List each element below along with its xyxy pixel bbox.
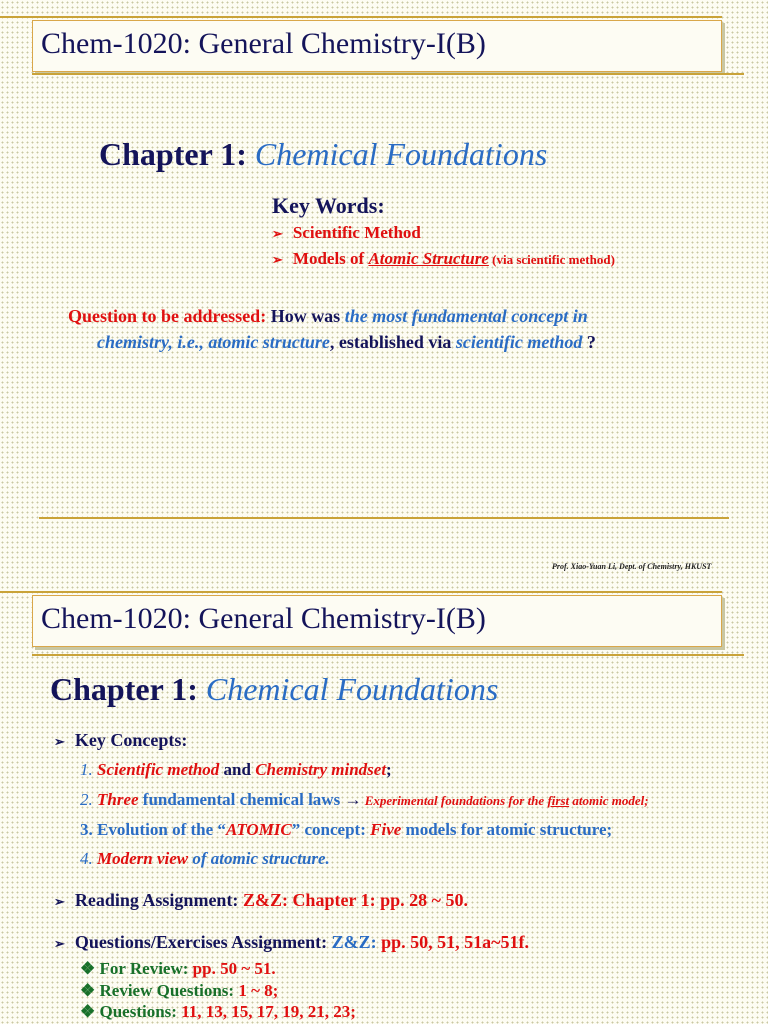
- questions-assignment: ➢ Questions/Exercises Assignment: Z&Z: pp. 50, 51, 51a~51f.: [54, 932, 529, 952]
- arrowhead-bullet-icon: ➢: [54, 734, 65, 749]
- title-underline: [32, 654, 744, 656]
- arrowhead-bullet-icon: ➢: [54, 894, 65, 909]
- reading-assignment: ➢ Reading Assignment: Z&Z: Chapter 1: pp. 28 ~ 50.: [54, 890, 468, 910]
- footer-credit: Prof. Xiao-Yuan Li, Dept. of Chemistry, HKUST: [552, 562, 712, 571]
- slide-title-box: [32, 595, 722, 647]
- arrowhead-bullet-icon: ➢: [54, 936, 65, 951]
- review-questions: ❖ Review Questions: 1 ~ 8;: [80, 981, 279, 1000]
- questions: ❖ Questions: 11, 13, 15, 17, 19, 21, 23;: [80, 1002, 356, 1021]
- diamond-bullet-icon: ❖: [80, 959, 96, 978]
- title-underline: [32, 73, 744, 75]
- slide-2: [0, 585, 768, 1024]
- key-words-heading: Key Words:: [272, 193, 385, 218]
- arrow-right-icon: →: [344, 790, 362, 809]
- concept-4: 4. Modern view of atomic structure.: [80, 849, 330, 868]
- arrowhead-bullet-icon: ➢: [272, 252, 283, 267]
- slide-title: Chem-1020: General Chemistry-I(B): [41, 602, 486, 635]
- top-divider: [0, 16, 722, 18]
- key-word-2: ➢ Models of Atomic Structure (via scientific method): [272, 249, 615, 268]
- concept-2: 2. Three fundamental chemical laws → Experimental foundations for the first atomic model;: [80, 790, 649, 809]
- slide-title-box: [32, 20, 722, 72]
- question-line-2: chemistry, i.e., atomic structure, established via scientific method ?: [97, 332, 596, 352]
- chapter-heading: Chapter 1: Chemical Foundations: [50, 671, 499, 707]
- for-review: ❖ For Review: pp. 50 ~ 51.: [80, 959, 276, 978]
- key-concepts-heading: ➢ Key Concepts:: [54, 730, 188, 750]
- concept-1: 1. Scientific method and Chemistry mindset;: [80, 760, 392, 779]
- slide-title: Chem-1020: General Chemistry-I(B): [41, 27, 486, 60]
- top-divider: [0, 591, 722, 593]
- bottom-divider: [39, 517, 729, 519]
- diamond-bullet-icon: ❖: [80, 981, 96, 1000]
- chapter-name: Chemical Foundations: [254, 136, 548, 172]
- arrowhead-bullet-icon: ➢: [272, 226, 283, 241]
- chapter-name: Chemical Foundations: [205, 671, 499, 707]
- chapter-heading: Chapter 1: Chemical Foundations: [99, 136, 548, 172]
- atomic-structure-link: Atomic Structure: [368, 249, 489, 268]
- diamond-bullet-icon: ❖: [80, 1002, 96, 1021]
- key-word-1: ➢ Scientific Method: [272, 223, 421, 242]
- concept-3: 3. Evolution of the “ATOMIC” concept: Five models for atomic structure;: [80, 820, 613, 839]
- question-line-1: Question to be addressed: How was the most fundamental concept in: [68, 306, 588, 326]
